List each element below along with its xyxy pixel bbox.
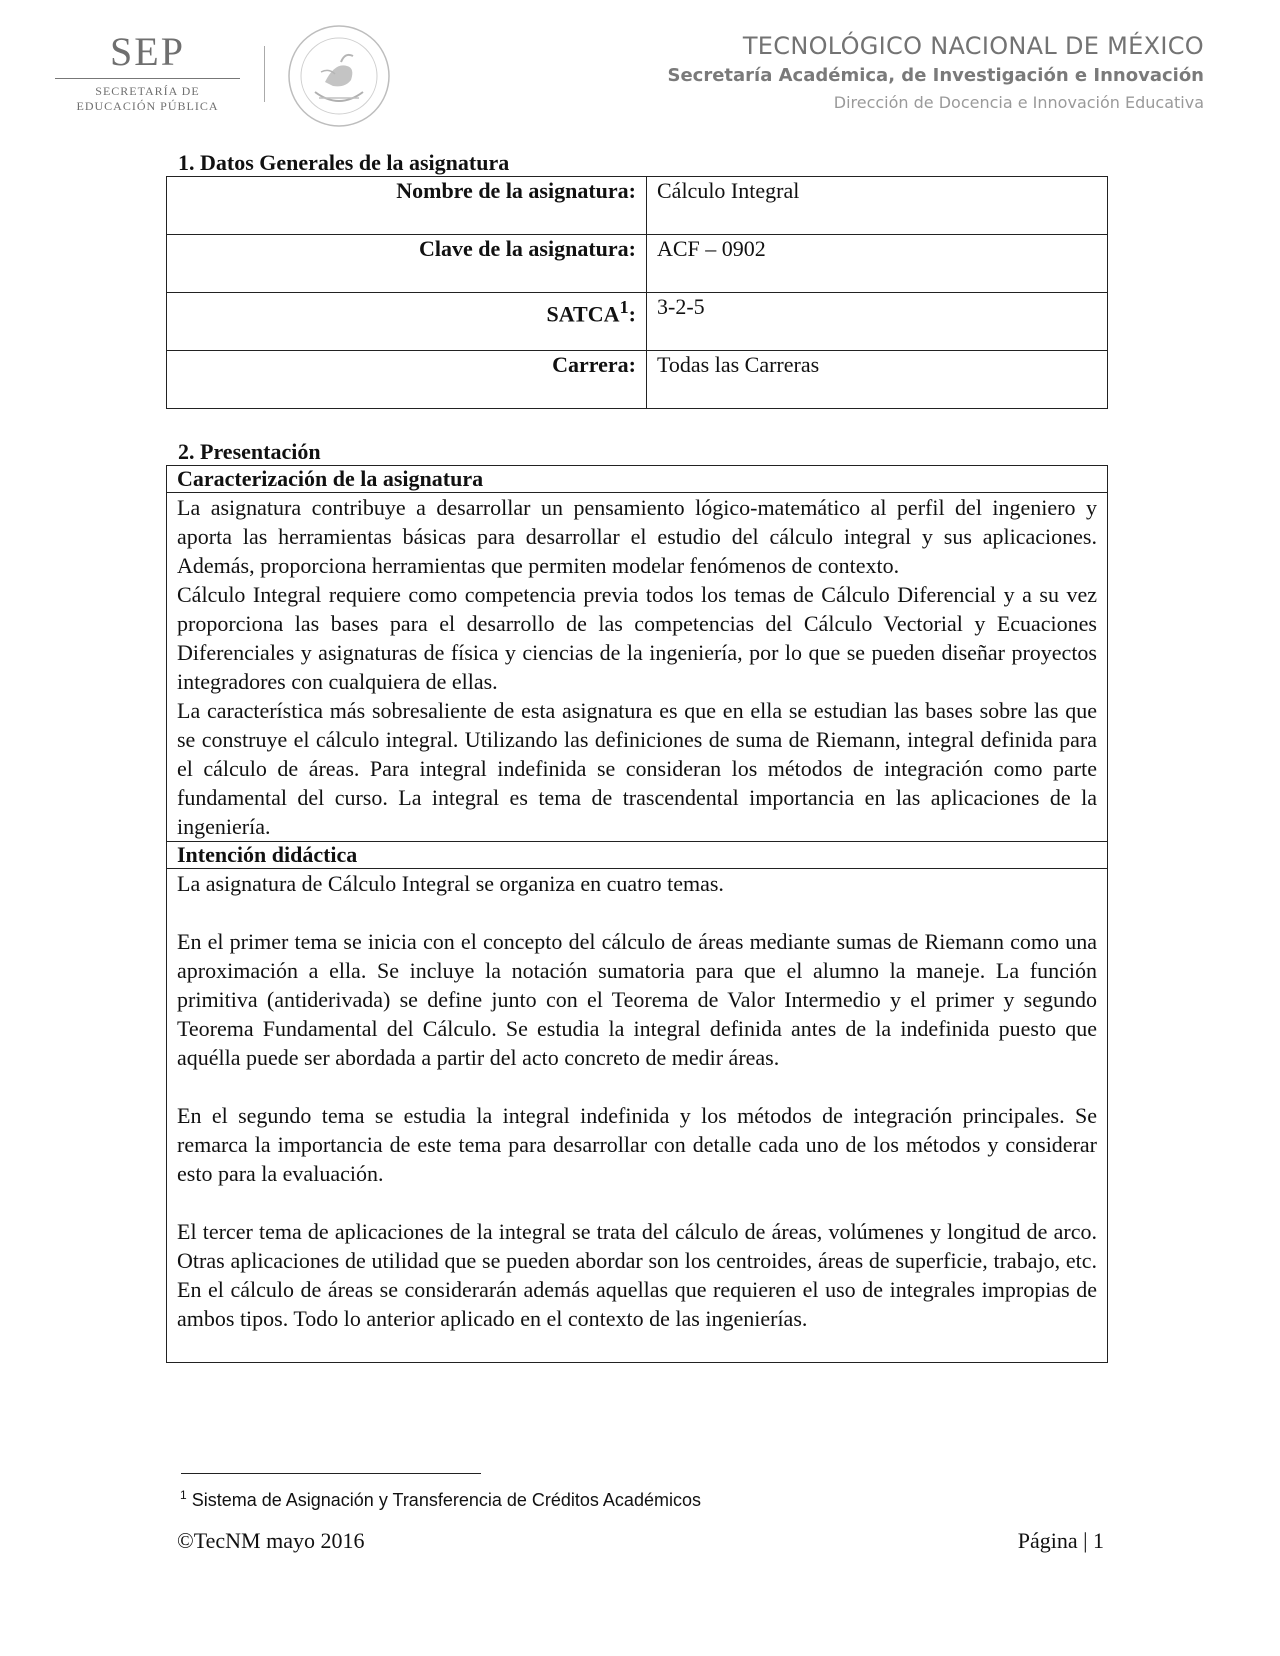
table-row [167, 351, 1108, 409]
footnote-number: 1 [180, 1488, 187, 1502]
institution-header [667, 30, 1204, 116]
paragraph: La característica más sobresaliente de esta asignatura es que en ella se estudian las bases sobre las que se construye el cálculo integral. Utilizando las definiciones de suma de Riemann, integral definida para el cálculo de áreas. Para integral indefinida se consideran los métodos de integración como parte fundamental del curso. La integral es tema de trascendental importancia en las aplicaciones de la ingeniería. [177, 698, 1097, 839]
characterization-title: Caracterización de la asignatura [167, 466, 1107, 493]
paragraph: En el segundo tema se estudia la integral indefinida y los métodos de integración principales. Se remarca la importancia de este tema para desarrollar con detalle cada uno de los métodos y considerar esto para la evaluación. [177, 1103, 1097, 1186]
sep-logo-line1: SECRETARÍA DE [95, 84, 200, 98]
page-number: Página | 1 [1017, 1528, 1104, 1553]
subject-name-value: Cálculo Integral [647, 177, 1108, 235]
career-value: Todas las Carreras [647, 351, 1108, 409]
satca-label [167, 293, 647, 351]
mexico-seal-icon [285, 22, 393, 130]
subject-key-label: Clave de la asignatura: [167, 235, 647, 293]
sep-logo-text: SEP [110, 29, 185, 74]
document-body [166, 150, 1108, 1363]
paragraph: En el primer tema se inicia con el concepto del cálculo de áreas mediante sumas de Riemann como una aproximación a ella. Se incluye la notación sumatoria para que el alumno la maneje. La función primitiva (antiderivada) se define junto con el Teorema de Valor Intermedio y el primer y segundo Teorema Fundamental del Cálculo. Se estudia la integral definida antes de la indefinida puesto que aquélla puede ser abordada a partir del acto concreto de medir áreas. [177, 929, 1097, 1070]
table-row [167, 177, 1108, 235]
footer-copyright: ©TecNM mayo 2016 [177, 1528, 365, 1553]
presentation-box [166, 465, 1108, 1363]
footnote [180, 1488, 701, 1511]
satca-colon: : [628, 301, 636, 327]
paragraph: Cálculo Integral requiere como competencia previa todos los temas de Cálculo Diferencial y a su vez proporciona las bases para el desarrollo de las competencias del Cálculo Vectorial y Ecuaciones Diferenciales y asignaturas de física y ciencias de la ingeniería, por lo que se pueden diseñar proyectos integradores con cualquiera de ellas. [177, 582, 1097, 694]
sep-logo-rule [55, 78, 240, 79]
paragraph: La asignatura de Cálculo Integral se organiza en cuatro temas. [177, 871, 724, 896]
satca-value: 3-2-5 [647, 293, 1108, 351]
sep-logo [55, 30, 240, 114]
subject-name-label: Nombre de la asignatura: [167, 177, 647, 235]
subject-key-value: ACF – 0902 [647, 235, 1108, 293]
sep-logo-line2: EDUCACIÓN PÚBLICA [76, 99, 219, 113]
section1-title: 1. Datos Generales de la asignatura [178, 150, 510, 175]
career-label: Carrera: [167, 351, 647, 409]
paragraph: La asignatura contribuye a desarrollar un pensamiento lógico-matemático al perfil del ingeniero y aporta las herramientas básicas para desarrollar el estudio del cálculo integral y sus aplicaciones. Además, proporciona herramientas que permiten modelar fenómenos de contexto. [177, 495, 1097, 578]
general-data-table [166, 176, 1108, 409]
table-row [167, 293, 1108, 351]
didactic-intent-text [167, 869, 1107, 1362]
footnote-separator [181, 1473, 481, 1474]
didactic-intent-title: Intención didáctica [167, 841, 1107, 869]
satca-label-text: SATCA [546, 301, 620, 327]
header-divider [264, 46, 265, 102]
paragraph: El tercer tema de aplicaciones de la integral se trata del cálculo de áreas, volúmenes y longitud de arco. Otras aplicaciones de utilidad que se pueden abordar son los centroides, áreas de superficie, trabajo, etc. En el cálculo de áreas se considerarán además aquellas que requieren el uso de integrales impropias de ambos tipos. Todo lo anterior aplicado en el contexto de las ingenierías. [177, 1219, 1097, 1331]
section2-title: 2. Presentación [178, 439, 321, 464]
table-row [167, 235, 1108, 293]
footnote-ref: 1 [619, 297, 629, 317]
secretariat-name: Secretaría Académica, de Investigación e Innovación [667, 65, 1204, 86]
institution-name: TECNOLÓGICO NACIONAL DE MÉXICO [742, 32, 1204, 60]
direction-name: Dirección de Docencia e Innovación Educativa [833, 93, 1204, 112]
footnote-text: Sistema de Asignación y Transferencia de Créditos Académicos [191, 1490, 701, 1510]
characterization-text [167, 493, 1107, 841]
